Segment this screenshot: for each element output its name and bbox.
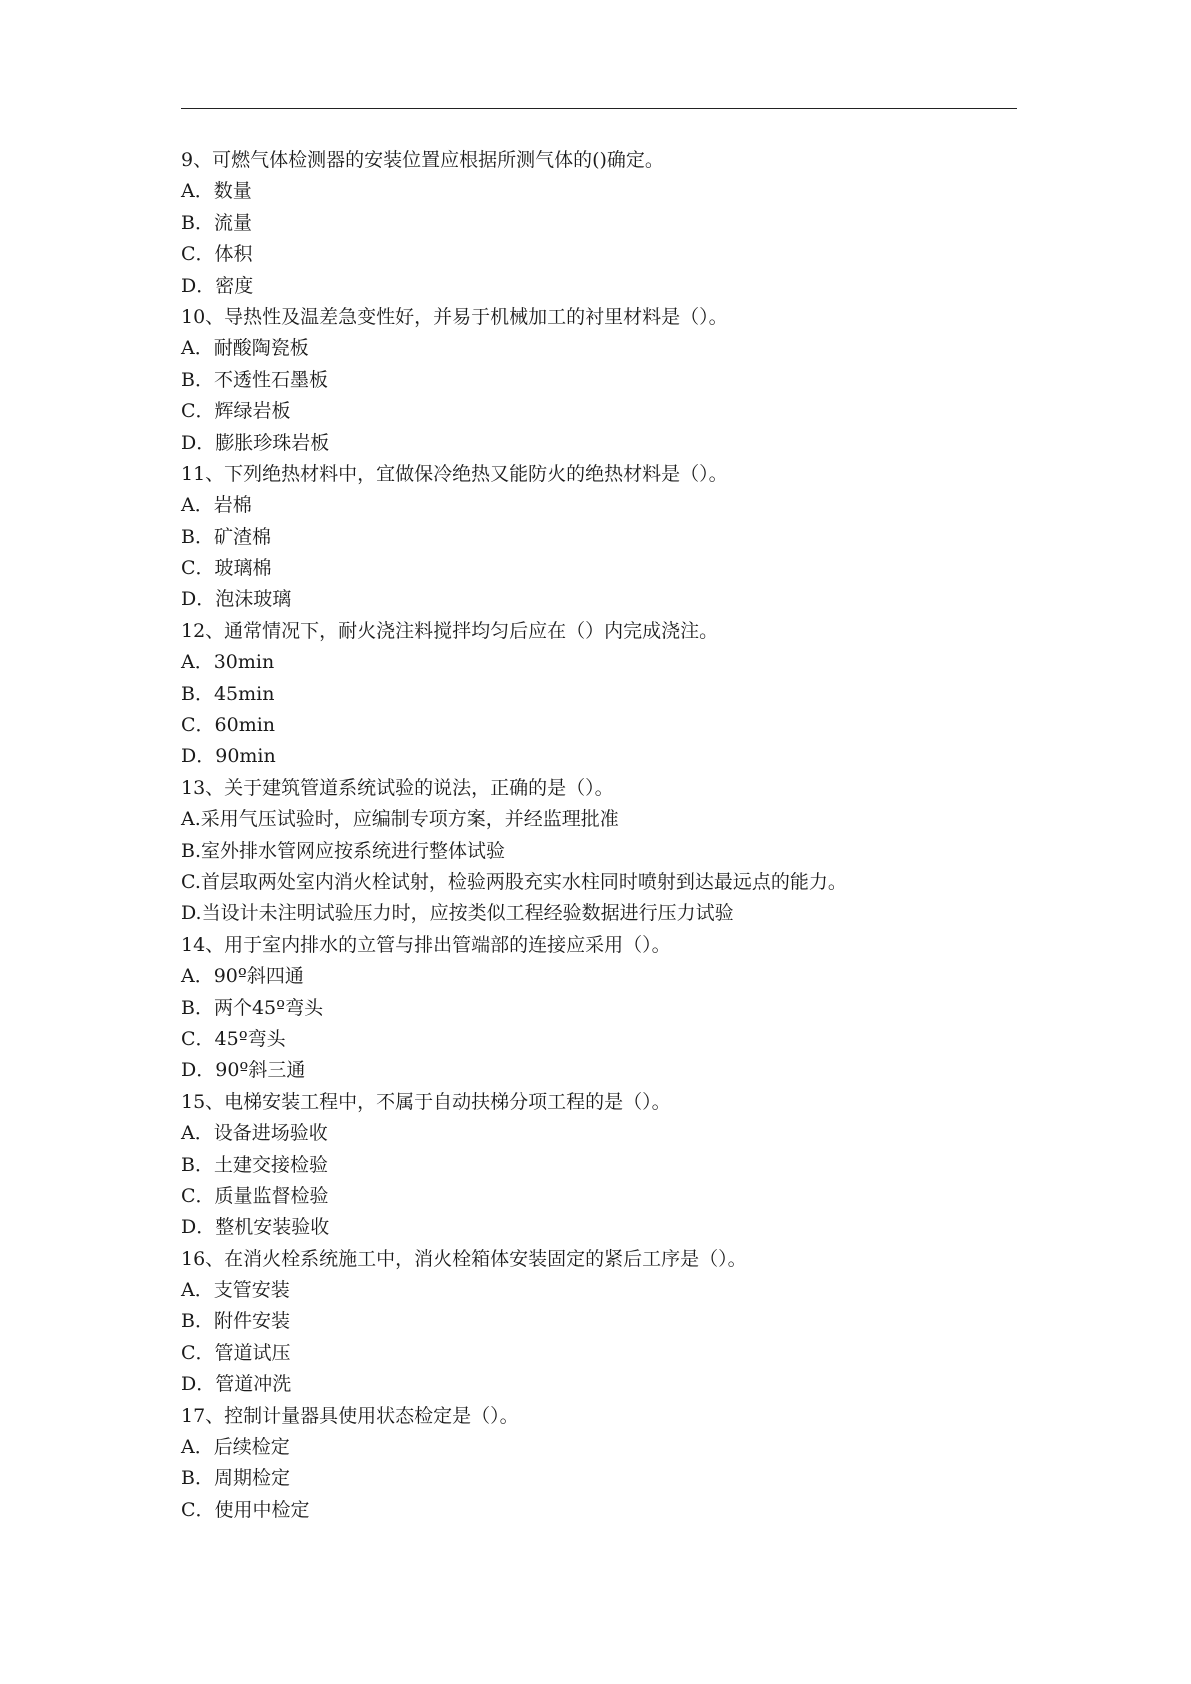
question-stem: 12、通常情况下，耐火浇注料搅拌均匀后应在（）内完成浇注。 <box>181 619 719 642</box>
answer-option: A．数量 <box>181 180 252 203</box>
answer-option: C．60min <box>181 714 276 737</box>
question-list <box>181 145 1021 1526</box>
question-stem: 14、用于室内排水的立管与排出管端部的连接应采用（）。 <box>181 933 671 956</box>
answer-option: C．45º弯头 <box>181 1027 286 1050</box>
answer-option: A．30min <box>181 651 275 674</box>
answer-option: B.室外排水管网应按系统进行整体试验 <box>181 839 506 862</box>
question-stem: 16、在消火栓系统施工中，消火栓箱体安装固定的紧后工序是（）。 <box>181 1247 747 1270</box>
question-stem: 15、电梯安装工程中，不属于自动扶梯分项工程的是（）。 <box>181 1090 671 1113</box>
answer-option: D．管道冲洗 <box>181 1373 292 1396</box>
answer-option: A．90º斜四通 <box>181 965 304 988</box>
answer-option: B．矿渣棉 <box>181 525 271 548</box>
answer-option: B．流量 <box>181 211 252 234</box>
question-stem: 11、下列绝热材料中，宜做保冷绝热又能防火的绝热材料是（）。 <box>181 462 728 485</box>
answer-option: B．两个45º弯头 <box>181 996 324 1019</box>
question-stem: 10、导热性及温差急变性好，并易于机械加工的衬里材料是（）。 <box>181 305 728 328</box>
answer-option: D．密度 <box>181 274 254 297</box>
answer-option: D．整机安装验收 <box>181 1216 330 1239</box>
answer-option: A．岩棉 <box>181 494 252 517</box>
answer-option: C．质量监督检验 <box>181 1184 329 1207</box>
answer-option: D.当设计未注明试验压力时，应按类似工程经验数据进行压力试验 <box>181 902 734 925</box>
answer-option: D．泡沫玻璃 <box>181 588 292 611</box>
answer-option: B．不透性石墨板 <box>181 368 328 391</box>
answer-option: C.首层取两处室内消火栓试射，检验两股充实水柱同时喷射到达最远点的能力。 <box>181 870 847 893</box>
answer-option: C．辉绿岩板 <box>181 400 291 423</box>
answer-option: B．45min <box>181 682 275 705</box>
header-rule <box>181 108 1017 109</box>
question-stem: 17、控制计量器具使用状态检定是（）。 <box>181 1404 519 1427</box>
answer-option: C．体积 <box>181 243 253 266</box>
answer-option: B．附件安装 <box>181 1310 290 1333</box>
answer-option: A．设备进场验收 <box>181 1122 328 1145</box>
answer-option: A．耐酸陶瓷板 <box>181 337 309 360</box>
answer-option: B．土建交接检验 <box>181 1153 328 1176</box>
answer-option: D．90º斜三通 <box>181 1059 306 1082</box>
answer-option: A.采用气压试验时，应编制专项方案，并经监理批准 <box>181 808 619 831</box>
question-stem: 9、可燃气体检测器的安装位置应根据所测气体的()确定。 <box>181 149 664 171</box>
question-stem: 13、关于建筑管道系统试验的说法，正确的是（）。 <box>181 776 614 799</box>
answer-option: D．90min <box>181 745 276 768</box>
answer-option: B．周期检定 <box>181 1467 290 1490</box>
answer-option: C．使用中检定 <box>181 1498 310 1521</box>
answer-option: C．玻璃棉 <box>181 557 272 580</box>
answer-option: A．后续检定 <box>181 1436 290 1459</box>
answer-option: C．管道试压 <box>181 1341 291 1364</box>
answer-option: A．支管安装 <box>181 1279 290 1302</box>
answer-option: D．膨胀珍珠岩板 <box>181 431 330 454</box>
